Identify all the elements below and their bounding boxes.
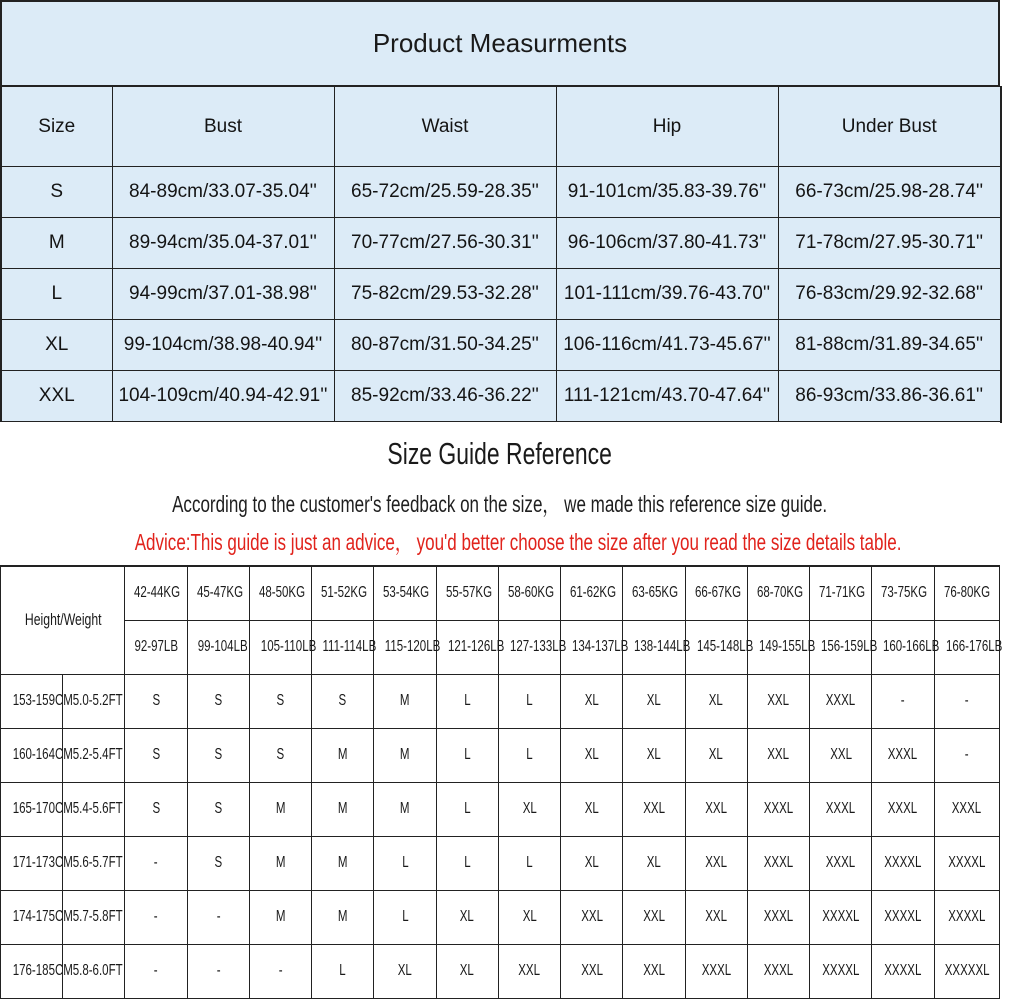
- weight-lb-header: 156-159LB: [810, 620, 872, 674]
- size-cell: XXXXL: [810, 944, 872, 998]
- weight-lb-header: 121-126LB: [436, 620, 498, 674]
- height-cm-cell: 171-173CM: [1, 836, 63, 890]
- size-cell: -: [125, 890, 187, 944]
- bust-cell: 94-99cm/37.01-38.98'': [112, 269, 334, 320]
- size-cell: XL: [436, 890, 498, 944]
- bust-cell: 104-109cm/40.94-42.91'': [112, 371, 334, 422]
- size-cell: S: [187, 674, 249, 728]
- size-cell: XXXXL: [934, 836, 999, 890]
- size-cell: XXXL: [747, 782, 809, 836]
- size-cell: XL: [498, 782, 560, 836]
- table-row: [1, 218, 1001, 269]
- height-ft-cell: 5.6-5.7FT: [63, 836, 125, 890]
- weight-kg-row: [1, 566, 1000, 620]
- weight-kg-header: 73-75KG: [872, 566, 934, 620]
- size-cell: L: [436, 782, 498, 836]
- size-cell: XXL: [685, 890, 747, 944]
- weight-lb-header: 160-166LB: [872, 620, 934, 674]
- size-cell: XXXL: [810, 782, 872, 836]
- size-cell: S: [125, 782, 187, 836]
- size-cell: L: [498, 674, 560, 728]
- height-cm-cell: 153-159CM: [1, 674, 63, 728]
- size-cell: XXXL: [747, 890, 809, 944]
- header-under-bust: Under Bust: [778, 87, 1001, 167]
- size-cell: XXL: [561, 890, 623, 944]
- weight-lb-header: 138-144LB: [623, 620, 685, 674]
- weight-lb-header: 105-110LB: [249, 620, 311, 674]
- header-bust: Bust: [112, 87, 334, 167]
- size-cell: L: [374, 890, 436, 944]
- hip-cell: 101-111cm/39.76-43.70'': [556, 269, 778, 320]
- size-cell: S: [249, 728, 311, 782]
- size-cell: XXL: [561, 944, 623, 998]
- size-cell: XL: [561, 674, 623, 728]
- size-cell: XXXXL: [872, 944, 934, 998]
- weight-kg-header: 68-70KG: [747, 566, 809, 620]
- waist-cell: 85-92cm/33.46-36.22'': [334, 371, 556, 422]
- weight-kg-header: 42-44KG: [125, 566, 187, 620]
- size-cell: S: [187, 782, 249, 836]
- weight-lb-header: 99-104LB: [187, 620, 249, 674]
- size-cell: XXXL: [934, 782, 999, 836]
- weight-kg-header: 58-60KG: [498, 566, 560, 620]
- table-row: [1, 944, 1000, 998]
- hip-cell: 106-116cm/41.73-45.67'': [556, 320, 778, 371]
- table-row: [1, 320, 1001, 371]
- hip-cell: 111-121cm/43.70-47.64'': [556, 371, 778, 422]
- table-row: [1, 728, 1000, 782]
- size-cell: XL: [1, 320, 112, 371]
- size-cell: XL: [623, 728, 685, 782]
- height-cm-cell: 174-175CM: [1, 890, 63, 944]
- weight-kg-header: 66-67KG: [685, 566, 747, 620]
- table-row: [1, 836, 1000, 890]
- height-cm-cell: 160-164CM: [1, 728, 63, 782]
- size-cell: L: [498, 836, 560, 890]
- size-cell: XL: [561, 728, 623, 782]
- size-cell: S: [1, 167, 112, 218]
- size-cell: XXXXL: [872, 836, 934, 890]
- size-cell: XL: [685, 674, 747, 728]
- table-row: [1, 782, 1000, 836]
- size-cell: XL: [498, 890, 560, 944]
- guide-advice: Advice:This guide is just an advice， you'd better choose the size after you read the size details table.: [134, 529, 902, 555]
- size-cell: L: [436, 728, 498, 782]
- size-cell: M: [249, 836, 311, 890]
- size-cell: S: [312, 674, 374, 728]
- under-bust-cell: 71-78cm/27.95-30.71'': [778, 218, 1001, 269]
- size-cell: XL: [436, 944, 498, 998]
- under-bust-cell: 81-88cm/31.89-34.65'': [778, 320, 1001, 371]
- measurements-table: [0, 86, 1002, 423]
- weight-kg-header: 51-52KG: [312, 566, 374, 620]
- table-row: [1, 269, 1001, 320]
- size-cell: XL: [374, 944, 436, 998]
- size-cell: S: [249, 674, 311, 728]
- size-cell: XXXL: [810, 836, 872, 890]
- size-cell: XXXL: [747, 836, 809, 890]
- size-cell: XXL: [810, 728, 872, 782]
- size-cell: XL: [623, 836, 685, 890]
- table-row: [1, 371, 1001, 422]
- size-cell: M: [374, 782, 436, 836]
- height-weight-corner: Height/Weight: [1, 566, 125, 674]
- weight-kg-header: 48-50KG: [249, 566, 311, 620]
- table-row: [1, 167, 1001, 218]
- size-cell: XXL: [498, 944, 560, 998]
- size-cell: XXL: [623, 890, 685, 944]
- weight-kg-header: 61-62KG: [561, 566, 623, 620]
- size-cell: XXL: [1, 371, 112, 422]
- weight-lb-header: 127-133LB: [498, 620, 560, 674]
- size-cell: S: [125, 728, 187, 782]
- waist-cell: 80-87cm/31.50-34.25'': [334, 320, 556, 371]
- measurements-section: [0, 0, 1000, 422]
- bust-cell: 89-94cm/35.04-37.01'': [112, 218, 334, 269]
- size-cell: XXXL: [747, 944, 809, 998]
- under-bust-cell: 76-83cm/29.92-32.68'': [778, 269, 1001, 320]
- size-cell: -: [187, 944, 249, 998]
- size-cell: -: [934, 674, 999, 728]
- waist-cell: 75-82cm/29.53-32.28'': [334, 269, 556, 320]
- size-cell: L: [374, 836, 436, 890]
- size-cell: XXL: [685, 836, 747, 890]
- size-cell: XL: [623, 674, 685, 728]
- size-cell: -: [187, 890, 249, 944]
- measurements-title: Product Measurments: [0, 0, 1000, 86]
- waist-cell: 65-72cm/25.59-28.35'': [334, 167, 556, 218]
- weight-lb-header: 115-120LB: [374, 620, 436, 674]
- table-row: [1, 890, 1000, 944]
- size-cell: XXL: [747, 674, 809, 728]
- size-cell: -: [872, 674, 934, 728]
- header-size: Size: [1, 87, 112, 167]
- under-bust-cell: 66-73cm/25.98-28.74'': [778, 167, 1001, 218]
- size-cell: S: [187, 728, 249, 782]
- waist-cell: 70-77cm/27.56-30.31'': [334, 218, 556, 269]
- size-cell: M: [312, 728, 374, 782]
- height-ft-cell: 5.0-5.2FT: [63, 674, 125, 728]
- size-cell: S: [125, 674, 187, 728]
- size-cell: M: [1, 218, 112, 269]
- height-ft-cell: 5.7-5.8FT: [63, 890, 125, 944]
- measurements-header-row: [1, 87, 1001, 167]
- size-cell: M: [312, 890, 374, 944]
- height-cm-cell: 165-170CM: [1, 782, 63, 836]
- bust-cell: 84-89cm/33.07-35.04'': [112, 167, 334, 218]
- size-cell: XXXXL: [934, 890, 999, 944]
- height-ft-cell: 5.2-5.4FT: [63, 728, 125, 782]
- size-cell: M: [249, 890, 311, 944]
- header-hip: Hip: [556, 87, 778, 167]
- size-cell: M: [312, 782, 374, 836]
- size-cell: XL: [685, 728, 747, 782]
- size-cell: XXL: [623, 782, 685, 836]
- size-cell: M: [312, 836, 374, 890]
- size-cell: XXL: [747, 728, 809, 782]
- size-cell: -: [125, 836, 187, 890]
- weight-kg-header: 71-71KG: [810, 566, 872, 620]
- size-cell: XL: [561, 836, 623, 890]
- size-cell: XXL: [685, 782, 747, 836]
- size-cell: L: [312, 944, 374, 998]
- height-ft-cell: 5.4-5.6FT: [63, 782, 125, 836]
- weight-kg-header: 63-65KG: [623, 566, 685, 620]
- weight-lb-header: 145-148LB: [685, 620, 747, 674]
- size-cell: XXXXXL: [934, 944, 999, 998]
- size-cell: XXXL: [872, 782, 934, 836]
- weight-lb-header: 92-97LB: [125, 620, 187, 674]
- size-cell: L: [436, 674, 498, 728]
- size-guide-table: [0, 565, 1000, 999]
- header-waist: Waist: [334, 87, 556, 167]
- size-cell: XXXL: [810, 674, 872, 728]
- weight-lb-header: 134-137LB: [561, 620, 623, 674]
- height-ft-cell: 5.8-6.0FT: [63, 944, 125, 998]
- weight-kg-header: 55-57KG: [436, 566, 498, 620]
- weight-lb-row: [1, 620, 1000, 674]
- hip-cell: 91-101cm/35.83-39.76'': [556, 167, 778, 218]
- size-cell: XXXL: [685, 944, 747, 998]
- size-cell: L: [1, 269, 112, 320]
- size-guide-section: [0, 422, 1000, 1000]
- size-cell: XXXXL: [810, 890, 872, 944]
- guide-description: According to the customer's feedback on the size， we made this reference size guide.: [172, 491, 828, 517]
- size-cell: -: [125, 944, 187, 998]
- size-cell: L: [436, 836, 498, 890]
- weight-kg-header: 76-80KG: [934, 566, 999, 620]
- size-cell: L: [498, 728, 560, 782]
- guide-title: Size Guide Reference: [387, 436, 613, 471]
- weight-kg-header: 53-54KG: [374, 566, 436, 620]
- weight-lb-header: 166-176LB: [934, 620, 999, 674]
- size-cell: XXXL: [872, 728, 934, 782]
- bust-cell: 99-104cm/38.98-40.94'': [112, 320, 334, 371]
- hip-cell: 96-106cm/37.80-41.73'': [556, 218, 778, 269]
- size-cell: XXL: [623, 944, 685, 998]
- size-cell: -: [934, 728, 999, 782]
- under-bust-cell: 86-93cm/33.86-36.61'': [778, 371, 1001, 422]
- weight-lb-header: 111-114LB: [312, 620, 374, 674]
- size-cell: M: [249, 782, 311, 836]
- weight-kg-header: 45-47KG: [187, 566, 249, 620]
- size-cell: M: [374, 728, 436, 782]
- size-cell: -: [249, 944, 311, 998]
- size-cell: XL: [561, 782, 623, 836]
- table-row: [1, 674, 1000, 728]
- size-cell: M: [374, 674, 436, 728]
- height-cm-cell: 176-185CM: [1, 944, 63, 998]
- weight-lb-header: 149-155LB: [747, 620, 809, 674]
- size-cell: S: [187, 836, 249, 890]
- size-cell: XXXXL: [872, 890, 934, 944]
